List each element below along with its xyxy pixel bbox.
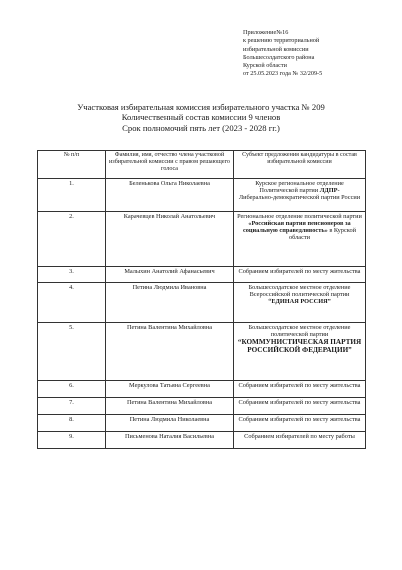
document-title — [40, 102, 362, 133]
cell-subject — [234, 283, 366, 323]
table-row — [38, 415, 366, 432]
subject-party: ЛДПР- — [319, 187, 340, 195]
appendix-line: от 25.05.2023 года № 32/209-5 — [243, 70, 323, 78]
subject-party: “ЕДИНАЯ РОССИЯ” — [268, 298, 331, 306]
cell-subject: Собранием избирателей по месту жительства — [234, 381, 366, 398]
cell-fio: Малыхин Анатолий Афанасьевич — [106, 267, 234, 283]
subject-text: Большесолдатское местное отделение Всероссийской политической партии — [248, 284, 351, 299]
appendix-line: избирательной комиссии — [243, 45, 309, 53]
table-row — [38, 179, 366, 212]
appendix-line: Приложение№16 — [243, 29, 289, 36]
cell-fio: Письменова Наталия Васильевна — [106, 432, 234, 449]
appendix-block — [243, 29, 393, 79]
subject-text: Региональное отделение политической партии — [237, 213, 362, 220]
table-row — [38, 398, 366, 415]
table-row — [38, 212, 366, 267]
title-line: Количественный состав комиссии 9 членов — [121, 112, 281, 123]
cell-fio: Карачевцев Николай Анатольевич — [106, 212, 234, 267]
commission-members-table — [37, 150, 366, 449]
header-num: № п/п — [38, 151, 106, 179]
cell-subject — [234, 179, 366, 212]
cell-num: 6. — [38, 381, 106, 398]
cell-num: 9. — [38, 432, 106, 449]
cell-fio: Петина Валентина Михайловна — [106, 323, 234, 381]
table-row — [38, 381, 366, 398]
cell-subject: Собранием избирателей по месту жительства — [234, 267, 366, 283]
cell-fio: Петина Валентина Михайловна — [106, 398, 234, 415]
subject-text: Либерально-демократической партии России — [238, 194, 361, 202]
appendix-line: Большесолдатского района — [243, 53, 315, 61]
title-line: Участковая избирательная комиссия избирательного участка № 209 — [77, 102, 325, 112]
cell-subject — [234, 323, 366, 381]
cell-num: 7. — [38, 398, 106, 415]
cell-num: 5. — [38, 323, 106, 381]
cell-fio: Петина Людмила Николаевна — [106, 415, 234, 432]
header-fio: Фамилия, имя, отчество члена участковой избирательной комиссии с правом решающего голоса — [106, 151, 234, 179]
cell-fio: Петина Людмила Ивановна — [106, 283, 234, 323]
appendix-line: Курской области — [243, 62, 287, 70]
cell-num: 3. — [38, 267, 106, 283]
cell-subject: Собранием избирателей по месту жительства — [234, 398, 366, 415]
header-subject: Субъект предложения кандидатуры в состав избирательной комиссии — [234, 151, 366, 179]
cell-fio: Меркулова Татьяна Сергеевна — [106, 381, 234, 398]
cell-num: 1. — [38, 179, 106, 212]
table-row — [38, 323, 366, 381]
subject-text: Курское региональное отделение Политической партии — [255, 180, 344, 195]
subject-text: Большесолдатское местное отделение политической партии — [248, 324, 351, 339]
table-header-row — [38, 151, 366, 179]
subject-text: в Курской области — [288, 227, 357, 242]
table-row — [38, 283, 366, 323]
cell-num: 4. — [38, 283, 106, 323]
cell-num: 2. — [38, 212, 106, 267]
cell-subject: Собранием избирателей по месту жительства — [234, 415, 366, 432]
table-row — [38, 432, 366, 449]
title-line: Срок полномочий пять лет (2023 - 2028 гг.) — [122, 122, 280, 133]
cell-subject: Собранием избирателей по месту работы — [234, 432, 366, 449]
subject-party: «Российская партия пенсионеров за социальную справедливость» — [242, 220, 351, 235]
appendix-line: к решению территориальной — [243, 37, 320, 45]
subject-party: “КОММУНИСТИЧЕСКАЯ ПАРТИЯ РОССИЙСКОЙ ФЕДЕРАЦИИ” — [237, 338, 362, 355]
cell-subject — [234, 212, 366, 267]
cell-fio: Беленькова Ольга Николаевна — [106, 179, 234, 212]
table-row — [38, 267, 366, 283]
cell-num: 8. — [38, 415, 106, 432]
